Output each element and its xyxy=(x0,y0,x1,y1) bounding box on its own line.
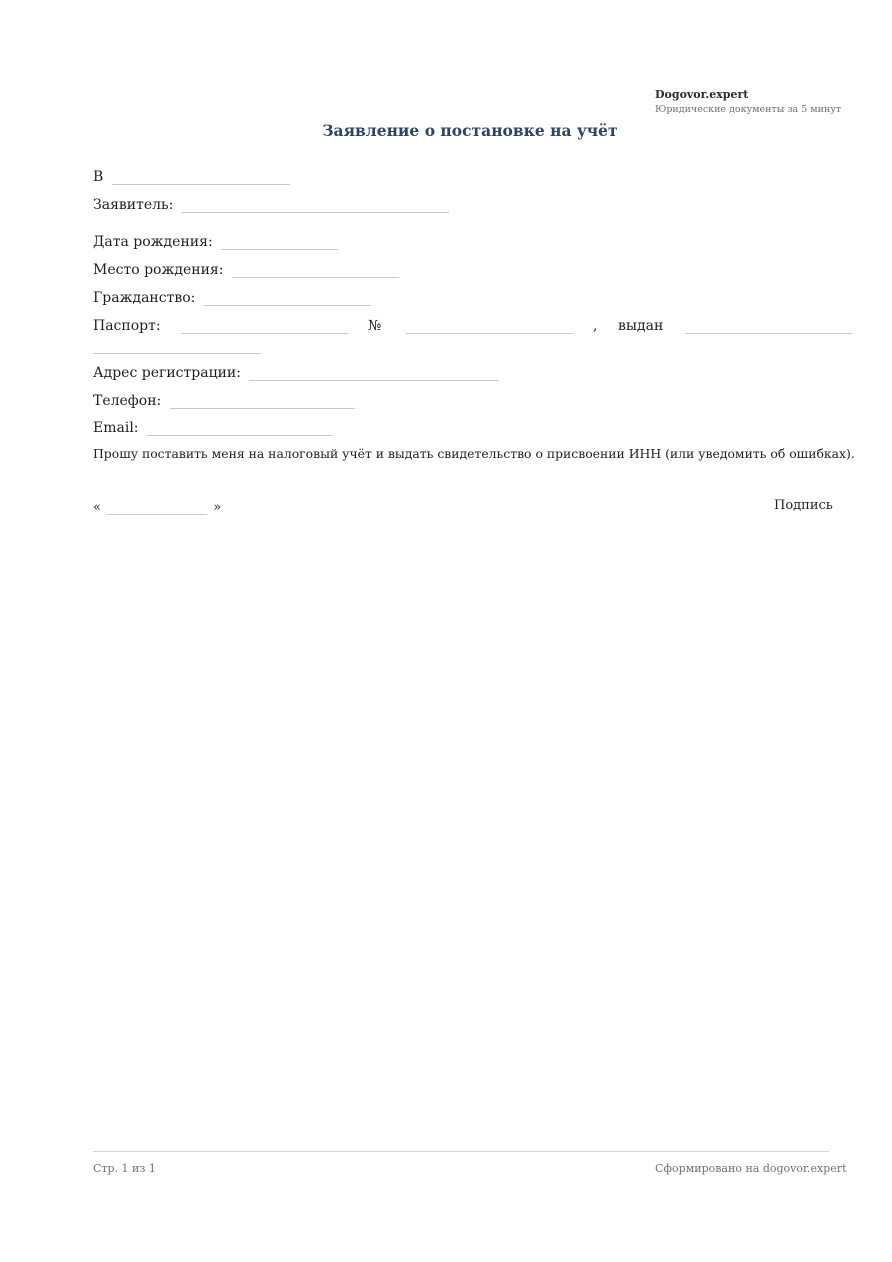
citizenship-blank-line xyxy=(204,291,371,306)
to-row xyxy=(93,166,290,188)
passport-label: Паспорт: xyxy=(93,318,161,334)
passport-number-sign: № xyxy=(368,318,382,334)
date-blank-line xyxy=(107,500,207,515)
phone-row xyxy=(93,390,355,412)
applicant-blank-line xyxy=(182,198,449,213)
address-blank-line xyxy=(249,366,499,381)
applicant-label: Заявитель: xyxy=(93,197,174,213)
passport-issued-blank-line-2 xyxy=(93,339,261,354)
address-label: Адрес регистрации: xyxy=(93,365,241,381)
footer-generated-note: Сформировано на dogovor.expert xyxy=(655,1162,847,1175)
brand-tagline: Юридические документы за 5 минут xyxy=(655,104,842,115)
phone-blank-line xyxy=(170,394,355,409)
birth-place-blank-line xyxy=(232,263,399,278)
birth-date-blank-line xyxy=(221,235,338,250)
birth-place-row xyxy=(93,259,399,281)
email-label: Email: xyxy=(93,420,139,436)
passport-number-blank-line xyxy=(406,319,573,334)
address-row xyxy=(93,362,499,384)
passport-issued-blank-line xyxy=(685,319,852,334)
to-label: В xyxy=(93,169,104,185)
citizenship-label: Гражданство: xyxy=(93,290,196,306)
birth-date-label: Дата рождения: xyxy=(93,234,213,250)
date-row xyxy=(93,497,221,519)
footer-page-number: Стр. 1 из 1 xyxy=(93,1162,156,1175)
document-title: Заявление о постановке на учёт xyxy=(322,121,618,140)
birth-place-label: Место рождения: xyxy=(93,262,224,278)
date-open-quote: « xyxy=(93,500,101,515)
passport-series-blank-line xyxy=(181,319,348,334)
brand-name: Dogovor.expert xyxy=(655,88,749,101)
request-text: Прошу поставить меня на налоговый учёт и выдать свидетельство о присвоении ИНН (или уведомить об ошибках). xyxy=(93,446,855,461)
date-close-quote: » xyxy=(213,500,222,515)
phone-label: Телефон: xyxy=(93,393,162,409)
passport-issued-label: выдан xyxy=(618,318,664,334)
signature-label: Подпись xyxy=(774,498,833,513)
passport-comma: , xyxy=(593,318,598,334)
email-row xyxy=(93,417,332,439)
birth-date-row xyxy=(93,231,338,253)
citizenship-row xyxy=(93,287,371,309)
footer-divider xyxy=(93,1151,829,1152)
to-blank-line xyxy=(112,170,290,185)
email-blank-line xyxy=(147,421,332,436)
applicant-row xyxy=(93,194,449,216)
